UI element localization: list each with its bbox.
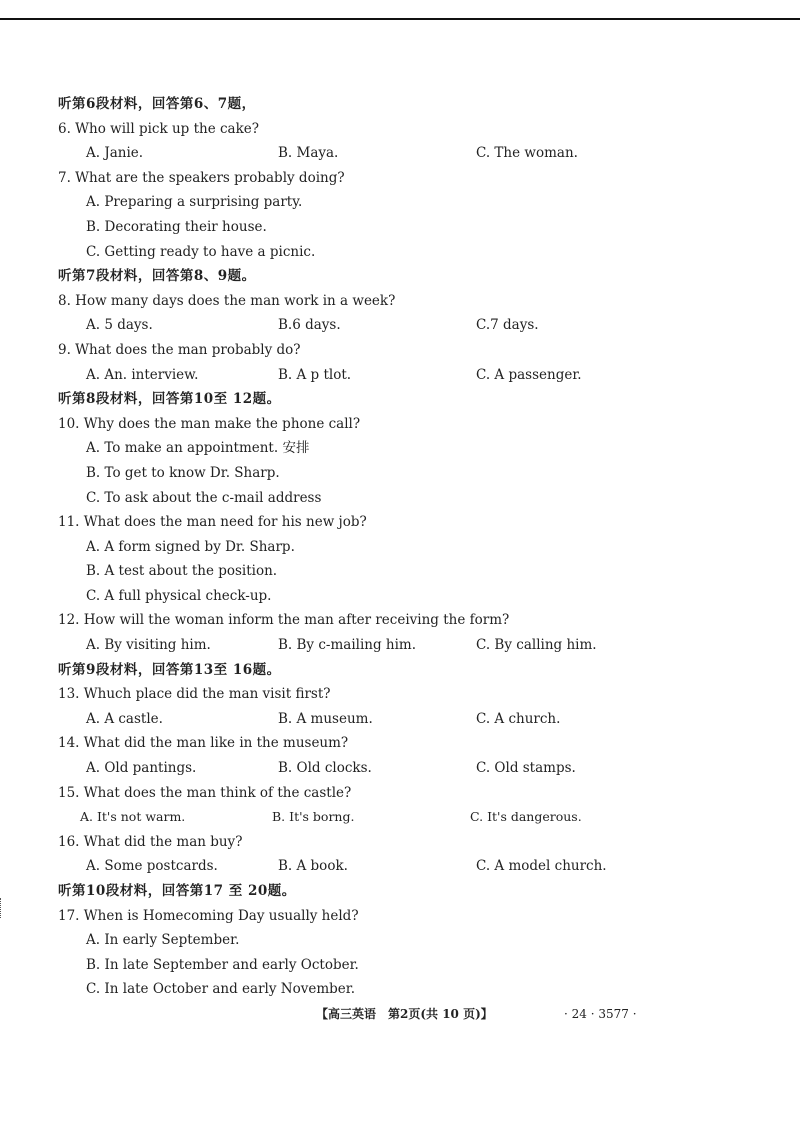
option-a: A. An. interview. bbox=[86, 366, 199, 383]
option-a: A. By visiting him. bbox=[86, 637, 211, 654]
option-c: C. To ask about the c-mail address bbox=[86, 489, 322, 506]
option-b: B. A p tlot. bbox=[278, 366, 352, 383]
section-heading: 听第7段材料，回答第8、9题。 bbox=[58, 268, 256, 285]
option-a: A. Some postcards. bbox=[86, 858, 218, 875]
question-6: 6. Who will pick up the cake? bbox=[58, 120, 259, 137]
binding-margin-mark bbox=[0, 898, 5, 918]
option-c: C. A full physical check-up. bbox=[86, 587, 272, 604]
options-row bbox=[58, 363, 758, 388]
page-footer bbox=[0, 1004, 800, 1024]
option-c: C. A church. bbox=[476, 710, 561, 727]
option-c: C. The woman. bbox=[476, 145, 578, 162]
option-b: B. Maya. bbox=[278, 145, 339, 162]
question-15: 15. What does the man think of the castle? bbox=[58, 784, 352, 801]
option-a: A. In early September. bbox=[86, 932, 240, 949]
footer-page-code: · 24 · 3577 · bbox=[564, 1007, 637, 1021]
section-heading: 听第10段材料，回答第17 至 20题。 bbox=[58, 883, 296, 899]
options-row bbox=[58, 141, 758, 166]
question-12: 12. How will the woman inform the man after receiving the form? bbox=[58, 612, 510, 629]
option-b: B. A test about the position. bbox=[86, 563, 278, 580]
question-9: 9. What does the man probably do? bbox=[58, 341, 301, 358]
options-row bbox=[58, 805, 758, 830]
option-a: A. Janie. bbox=[86, 145, 144, 162]
question-11: 11. What does the man need for his new job? bbox=[58, 514, 367, 531]
option-b: B. A book. bbox=[278, 858, 348, 875]
question-7: 7. What are the speakers probably doing? bbox=[58, 169, 345, 186]
option-b: B. In late September and early October. bbox=[86, 956, 359, 973]
question-17: 17. When is Homecoming Day usually held? bbox=[58, 907, 359, 924]
option-a: A. A castle. bbox=[86, 710, 163, 727]
question-14: 14. What did the man like in the museum? bbox=[58, 735, 349, 752]
option-c: C. A passenger. bbox=[476, 366, 582, 383]
option-c: C. A model church. bbox=[476, 858, 607, 875]
question-10: 10. Why does the man make the phone call? bbox=[58, 415, 361, 432]
option-a: A. A form signed by Dr. Sharp. bbox=[86, 538, 295, 555]
option-b: B. To get to know Dr. Sharp. bbox=[86, 464, 280, 481]
option-b: B. A museum. bbox=[278, 710, 373, 727]
option-c: C. Getting ready to have a picnic. bbox=[86, 243, 316, 260]
option-b: B. Decorating their house. bbox=[86, 218, 267, 235]
section-heading: 听第8段材料，回答第10至 12题。 bbox=[58, 391, 281, 408]
question-16: 16. What did the man buy? bbox=[58, 833, 243, 850]
option-a: A. To make an appointment. 安排 bbox=[86, 440, 310, 457]
options-row bbox=[58, 854, 758, 879]
section-heading: 听第9段材料，回答第13至 16题。 bbox=[58, 661, 281, 678]
option-b: B. By c-mailing him. bbox=[278, 637, 416, 654]
option-c: C. Old stamps. bbox=[476, 760, 576, 777]
option-a: A. Preparing a surprising party. bbox=[86, 194, 303, 211]
option-a: A. Old pantings. bbox=[86, 760, 197, 777]
options-row bbox=[58, 633, 758, 658]
option-c: C. It's dangerous. bbox=[470, 809, 582, 825]
option-c: C. In late October and early November. bbox=[86, 981, 356, 998]
options-row bbox=[58, 313, 758, 338]
option-b: B. Old clocks. bbox=[278, 760, 372, 777]
question-13: 13. Whuch place did the man visit first? bbox=[58, 686, 331, 703]
option-c: C. By calling him. bbox=[476, 637, 597, 654]
option-b: B. It's borng. bbox=[272, 809, 355, 825]
option-b: B.6 days. bbox=[278, 317, 341, 334]
footer-page-label: 【高三英语 第2页(共 10 页)】 bbox=[316, 1007, 493, 1021]
top-border-rule bbox=[0, 18, 800, 20]
section-heading: 听第6段材料，回答第6、7题， bbox=[58, 96, 256, 112]
option-a: A. It's not warm. bbox=[80, 809, 186, 825]
question-8: 8. How many days does the man work in a week? bbox=[58, 292, 396, 309]
options-row bbox=[58, 707, 758, 732]
exam-page-content bbox=[58, 92, 758, 1002]
option-a: A. 5 days. bbox=[86, 317, 153, 334]
option-c: C.7 days. bbox=[476, 317, 539, 334]
options-row bbox=[58, 756, 758, 781]
